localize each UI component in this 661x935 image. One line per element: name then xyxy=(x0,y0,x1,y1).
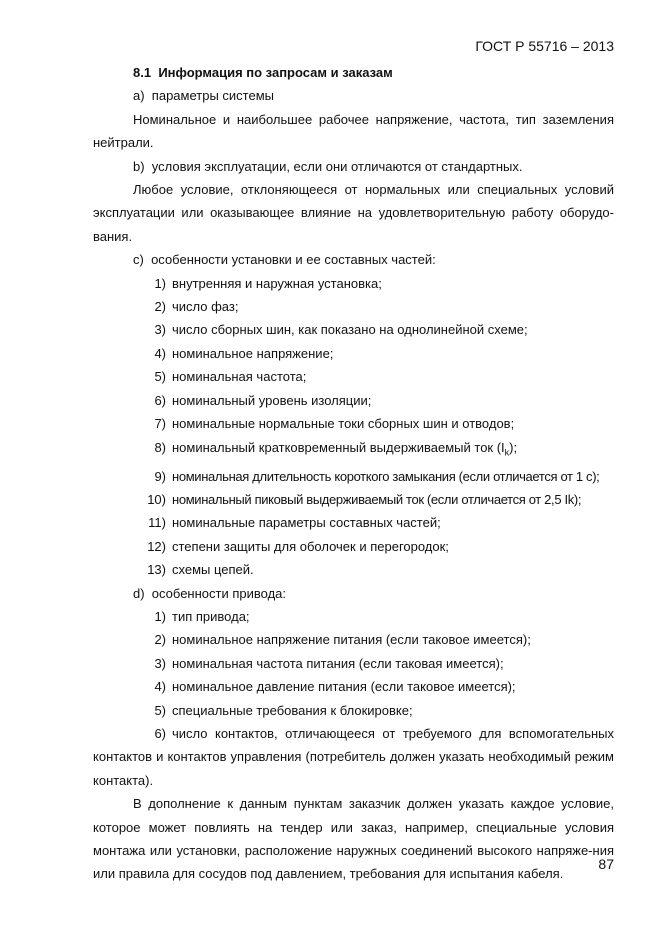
item-c-label: c) xyxy=(133,252,144,268)
list-item-text xyxy=(172,436,614,465)
list-item-text: степени защиты для оболочек и перегородок; xyxy=(172,538,449,554)
section-title: Информация по запросам и заказам xyxy=(158,65,393,80)
list-item-number: 3) xyxy=(154,655,166,671)
list-item-number: 12) xyxy=(147,538,166,554)
list-item-number: 4) xyxy=(154,345,166,361)
list-item xyxy=(93,272,614,295)
item-c-title: особенности установки и ее составных частей: xyxy=(151,252,436,268)
list-item xyxy=(93,342,614,365)
list-item-text: номинальное напряжение питания (если таковое имеется); xyxy=(172,632,531,648)
list-item-text: схемы цепей. xyxy=(172,562,254,578)
item-a-heading xyxy=(93,84,614,107)
item-d-list xyxy=(93,605,614,722)
list-item-text: номинальное давление питания (если таковое имеется); xyxy=(172,679,516,695)
item-d-heading xyxy=(93,582,614,605)
item-b-heading xyxy=(93,155,614,178)
list-item-text: число сборных шин, как показано на однолинейной схеме; xyxy=(172,322,528,338)
list-item xyxy=(93,675,614,698)
list-item-number: 13) xyxy=(147,562,166,578)
subscript-k: k xyxy=(504,447,510,458)
list-item-text: тип привода; xyxy=(172,608,250,624)
item-d-label: d) xyxy=(133,585,145,601)
list-item xyxy=(93,389,614,412)
list-item-text: номинальный пиковый выдерживаемый ток (если отличается от 2,5 Ik); xyxy=(172,491,582,507)
list-item-number: 5) xyxy=(154,702,166,718)
list-item xyxy=(93,535,614,558)
item-b-title: условия эксплуатации, если они отличаются от стандартных. xyxy=(151,158,523,174)
item-b-label: b) xyxy=(133,158,145,174)
list-item-number: 9) xyxy=(154,468,166,484)
item-d-title: особенности привода: xyxy=(151,585,287,601)
list-item-text: внутренняя и наружная установка; xyxy=(172,275,382,291)
list-item xyxy=(93,699,614,722)
list-item-text: номинальная частота; xyxy=(172,369,307,385)
list-item xyxy=(93,605,614,628)
list-item-text-part: ); xyxy=(509,439,518,455)
list-item-number: 2) xyxy=(154,299,166,315)
list-item xyxy=(93,628,614,651)
list-item-number: 1) xyxy=(154,275,166,291)
list-item-text: номинальные нормальные токи сборных шин и отводов; xyxy=(172,416,515,432)
item-a-title: параметры системы xyxy=(151,88,274,104)
list-item-number: 2) xyxy=(154,632,166,648)
item-c-heading xyxy=(93,248,614,271)
list-item-number: 6) xyxy=(154,725,166,741)
list-item-text: номинальная частота питания (если таковая имеется); xyxy=(172,655,504,671)
list-item xyxy=(93,318,614,341)
item-a-label: a) xyxy=(133,88,145,104)
item-a-text: Номинальное и наибольшее рабочее напряжение, частота, тип заземления нейтрали. xyxy=(93,111,614,151)
page-content xyxy=(93,61,614,886)
list-item-text: номинальная длительность короткого замыкания (если отличается от 1 с); xyxy=(172,468,600,484)
list-item-text: число фаз; xyxy=(172,299,239,315)
list-item xyxy=(93,412,614,435)
section-number: 8.1 xyxy=(133,65,152,80)
item-b-text: Любое условие, отклоняющееся от нормальных или специальных условий эксплуатации или оказывающее влияние на удовлетворительную работу оборудо-вания. xyxy=(93,182,614,244)
closing-paragraph: В дополнение к данным пунктам заказчик должен указать каждое условие, которое может повлиять на тендер или заказ, например, специальные условия монтажа или установки, расположение наружных соединений высокого напряже-ния или правила для сосудов под давлением, требования для испытания кабеля. xyxy=(93,796,614,882)
standard-header: ГОСТ Р 55716 – 2013 xyxy=(475,38,614,54)
list-item-number: 5) xyxy=(154,369,166,385)
list-item xyxy=(93,558,614,581)
list-item-number: 1) xyxy=(154,608,166,624)
list-item xyxy=(93,436,614,465)
list-item-text: число контактов, отличающееся от требуемого для вспомогательных контактов и контактов управления (потребитель должен указать необходимый режим контакта). xyxy=(93,725,614,788)
list-item-text: номинальные параметры составных частей; xyxy=(172,515,441,531)
section-heading xyxy=(93,61,614,84)
item-c-list xyxy=(93,272,614,582)
list-item-text: номинальное напряжение; xyxy=(172,345,334,361)
list-item xyxy=(93,652,614,675)
list-item-number: 8) xyxy=(154,439,166,455)
list-item xyxy=(93,465,614,488)
page-number: 87 xyxy=(598,856,614,872)
list-item-number: 3) xyxy=(154,322,166,338)
list-item-number: 10) xyxy=(147,491,166,507)
list-item-text: номинальный уровень изоляции; xyxy=(172,392,372,408)
list-item xyxy=(93,365,614,388)
list-item-number: 7) xyxy=(154,416,166,432)
list-item-text: специальные требования к блокировке; xyxy=(172,702,413,718)
item-d-last-paragraph xyxy=(93,722,614,792)
list-item xyxy=(93,295,614,318)
list-item xyxy=(93,488,614,511)
list-item-number: 4) xyxy=(154,679,166,695)
list-item-number: 11) xyxy=(148,515,166,531)
list-item-text-part: номинальный кратковременный выдерживаемый ток (I xyxy=(172,439,505,455)
list-item-number: 6) xyxy=(154,392,166,408)
list-item xyxy=(93,511,614,534)
